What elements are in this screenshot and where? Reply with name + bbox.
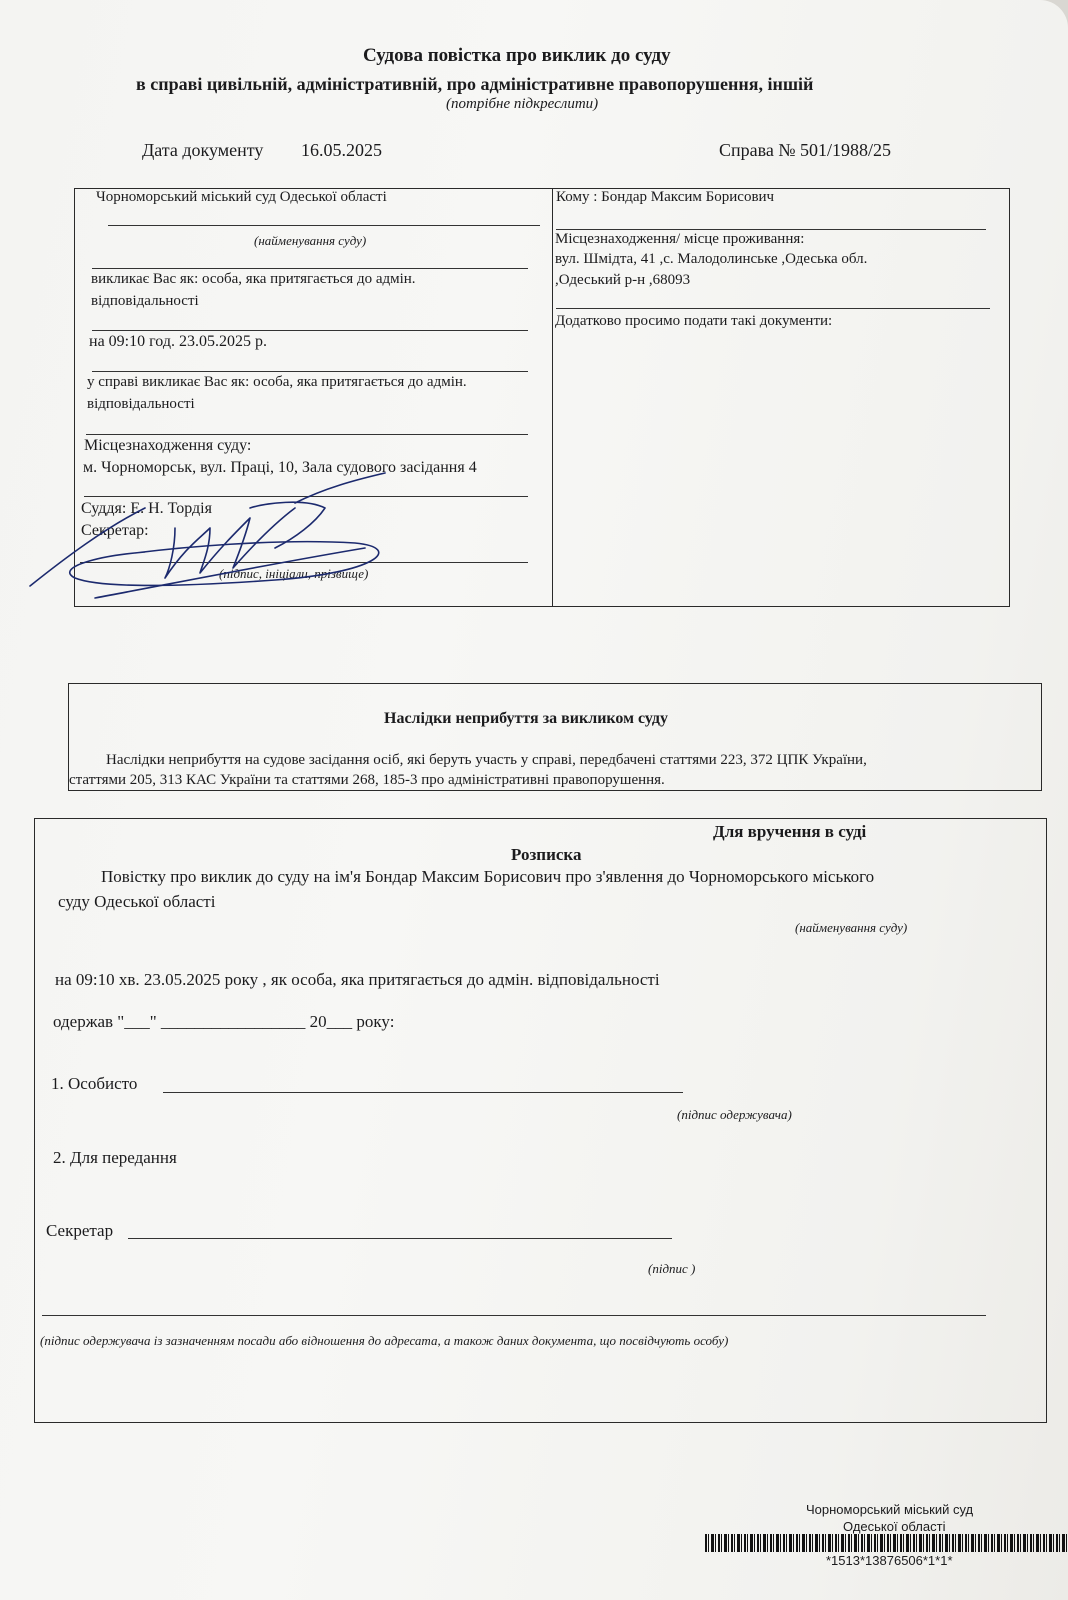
receipt-time: на 09:10 хв. 23.05.2025 року , як особа, яка притягається до адмін. відповідальності bbox=[55, 970, 660, 989]
summons-as: викликає Вас як: особа, яка притягається до адмін. bbox=[91, 271, 416, 287]
consequences-text: Наслідки неприбуття на судове засідання осіб, які беруть участь у справі, передбачені статтями 223, 372 ЦПК України, bbox=[106, 752, 867, 768]
receipt-title: Розписка bbox=[511, 845, 582, 864]
document-title: Судова повістка про виклик до суду bbox=[363, 45, 671, 66]
separator-line bbox=[92, 268, 528, 269]
recipient-signature-caption: (підпис одержувача) bbox=[677, 1107, 792, 1122]
secretary-signature-caption: (підпис ) bbox=[648, 1261, 696, 1276]
residence-label: Місцезнаходження/ місце проживання: bbox=[555, 231, 805, 247]
separator-line bbox=[556, 229, 986, 230]
judge-signature bbox=[25, 468, 425, 618]
residence-address-cont: ,Одеський р-н ,68093 bbox=[555, 272, 691, 288]
receipt-text-cont: суду Одеської області bbox=[58, 892, 216, 911]
personally-label: 1. Особисто bbox=[51, 1074, 138, 1093]
separator-line bbox=[86, 434, 528, 435]
document-date-label: Дата документу bbox=[142, 140, 264, 160]
for-transfer-label: 2. Для передання bbox=[53, 1148, 177, 1167]
receipt-court-caption: (найменування суду) bbox=[795, 920, 908, 935]
consequences-title: Наслідки неприбуття за викликом суду bbox=[384, 710, 668, 727]
for-court-delivery: Для вручення в суді bbox=[713, 822, 867, 841]
received-date: одержав "___" _________________ 20___ року: bbox=[53, 1012, 395, 1031]
barcode bbox=[705, 1534, 1068, 1552]
court-name-caption: (найменування суду) bbox=[254, 233, 367, 248]
personally-signature-line bbox=[163, 1092, 683, 1093]
in-case-role-cont: відповідальності bbox=[87, 396, 195, 412]
hearing-time: на 09:10 год. 23.05.2025 р. bbox=[89, 333, 267, 350]
secretary-signature-line bbox=[128, 1238, 672, 1239]
summons-as-cont: відповідальності bbox=[91, 293, 199, 309]
court-location-label: Місцезнаходження суду: bbox=[84, 437, 252, 454]
consequences-text-cont: статтями 205, 313 КАС України та статтями 268, 185-3 про адміністративні правопорушення. bbox=[69, 772, 665, 788]
in-case-role: у справі викликає Вас як: особа, яка притягається до адмін. bbox=[87, 374, 467, 390]
case-number-value: 501/1988/25 bbox=[800, 140, 892, 160]
receipt-text: Повістку про виклик до суду на ім'я Бондар Максим Борисович про з'явлення до Чорноморського міського bbox=[101, 867, 875, 886]
secretary-label: Секретар: bbox=[81, 522, 149, 539]
document-subtitle: в справі цивільній, адміністративній, про адміністративне правопорушення, іншій bbox=[136, 74, 814, 94]
signature-caption: (підпис, ініціали, прізвище) bbox=[219, 566, 369, 581]
summons-table-divider bbox=[552, 188, 553, 606]
underline-note: (потрібне підкреслити) bbox=[446, 96, 599, 112]
extra-documents: Додатково просимо подати такі документи: bbox=[555, 313, 833, 329]
barcode-number: *1513*13876506*1*1* bbox=[826, 1553, 953, 1568]
document-date-value: 16.05.2025 bbox=[301, 140, 382, 160]
court-name-underline bbox=[108, 225, 540, 226]
receipt-secretary-label: Секретар bbox=[46, 1221, 114, 1240]
residence-address: вул. Шмідта, 41 ,с. Малодолинське ,Одеська обл. bbox=[555, 251, 868, 267]
judge-name: Суддя: Е. Н. Тордія bbox=[81, 500, 212, 517]
footer-court-name: Чорноморський міський суд bbox=[806, 1502, 974, 1517]
bottom-signature-line bbox=[42, 1315, 986, 1316]
footer-court-region: Одеської області bbox=[843, 1519, 946, 1534]
case-number-label: Справа № bbox=[719, 140, 796, 160]
court-name: Чорноморський міський суд Одеської області bbox=[96, 189, 387, 205]
recipient: Кому : Бондар Максим Борисович bbox=[556, 189, 775, 205]
separator-line bbox=[556, 308, 990, 309]
bottom-signature-caption: (підпис одержувача із зазначенням посади або відношення до адресата, а також даних документа, що посвідчують особу) bbox=[40, 1333, 729, 1348]
separator-line bbox=[92, 371, 528, 372]
court-location-value: м. Чорноморськ, вул. Праці, 10, Зала судового засідання 4 bbox=[83, 459, 477, 476]
separator-line bbox=[92, 330, 528, 331]
